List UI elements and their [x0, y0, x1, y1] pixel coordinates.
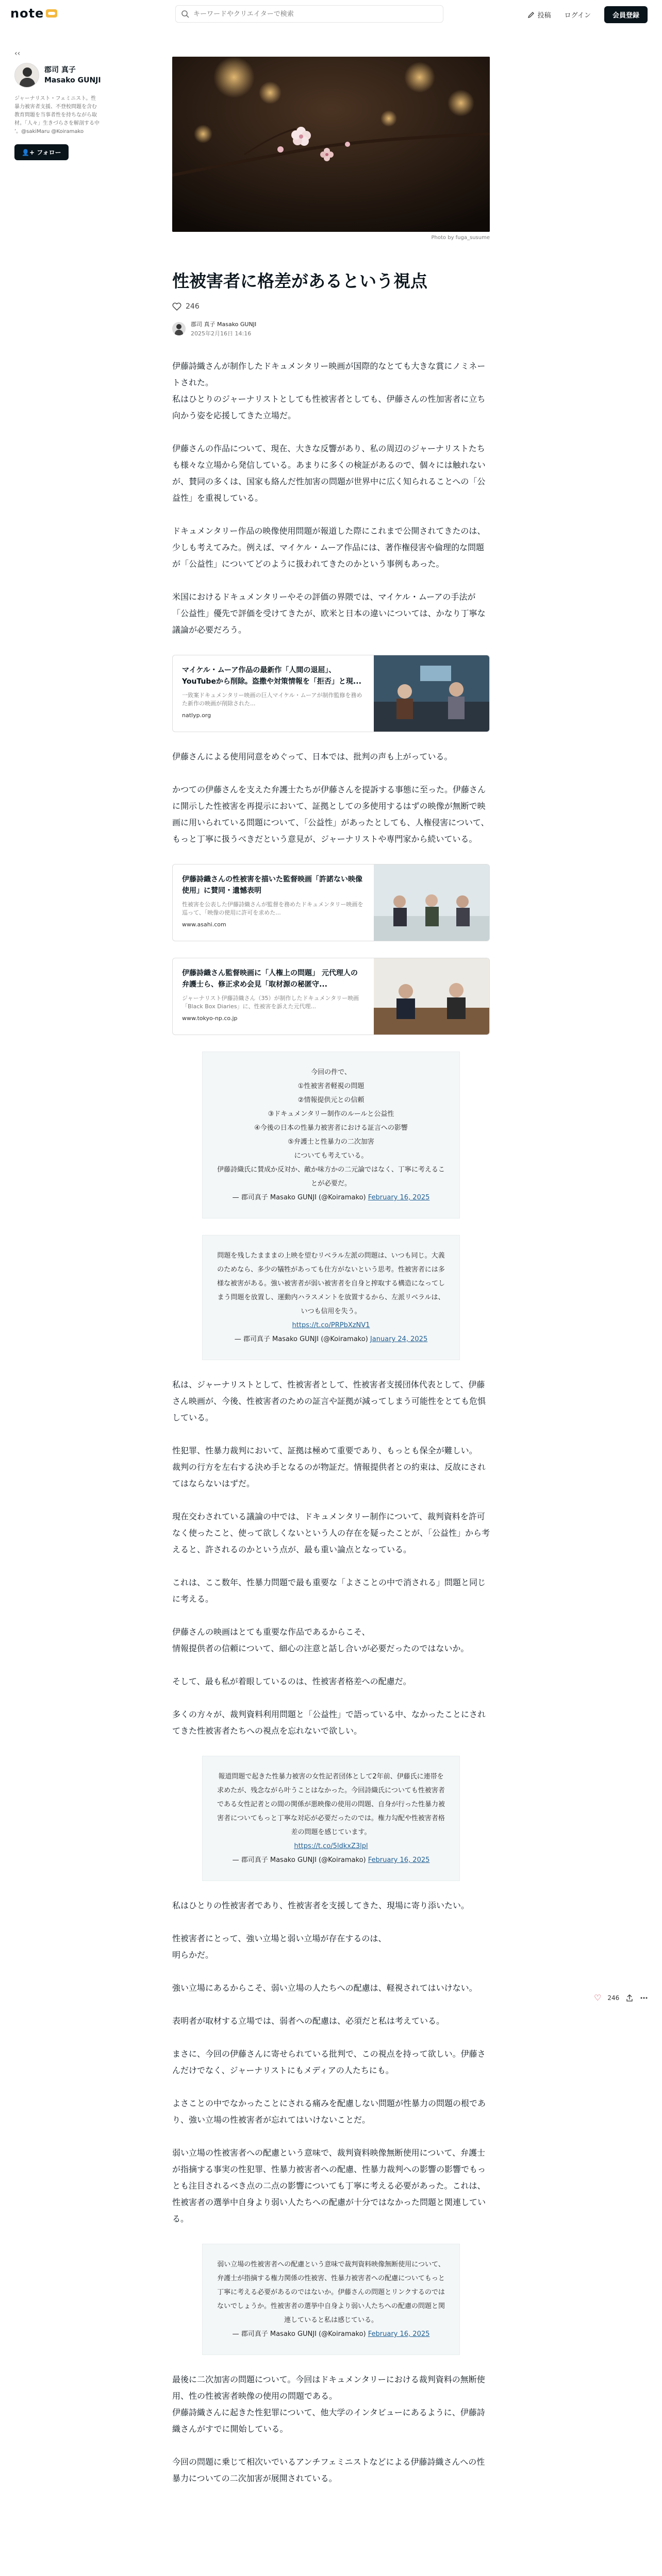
post-label: 投稿: [537, 12, 551, 20]
card-desc: 性被害を公表した伊藤詩織さんが監督を務めたドキュメンタリー映画を巡って、「映像の使用に許可を求めた...: [182, 901, 363, 916]
search-box[interactable]: [175, 5, 443, 23]
article-paragraph: まさに、今回の伊藤さんに寄せられている批判で、この視点を持って欲しい。伊藤さんだけでなく、ジャーナリストにもメディアの人たちにも。: [172, 2049, 486, 2075]
card-thumbnail: [374, 655, 489, 732]
share-icon[interactable]: [625, 1994, 634, 2002]
article-paragraph: よさことの中でなかったことにされる痛みを配慮しない問題が性暴力の問題の根であり、強い立場の性被害者が忘れてはいけないことだ。: [172, 2098, 486, 2125]
follow-button[interactable]: [14, 144, 69, 160]
embedded-tweet-4[interactable]: [202, 2244, 460, 2355]
link-card-natlyp[interactable]: [172, 655, 490, 732]
author-block[interactable]: [14, 63, 118, 88]
tweet-author: — 郡司真子 Masako GUNJI (@Koiramako): [232, 1856, 366, 1864]
card-title: 伊藤詩織さんの性被害を描いた監督映画「許諾ない映像使用」に賛同・遺憾表明: [182, 875, 362, 895]
header-actions: [527, 6, 648, 23]
article-paragraph: これは、ここ数年、性暴力問題で最も重要な「よさことの中で消される」問題と同じに考える。: [172, 1578, 486, 1604]
article-paragraph: 伊藤詩織さんが制作したドキュメンタリー映画が国際的なとても大きな賞にノミネートされた。 私はひとりのジャーナリストとしても性被害者としても、伊藤さんの性加害者に立ち向かう姿を応援してきた立場だ。: [172, 361, 486, 420]
card-desc: 一致案ドキュメンタリー映画の巨人マイケル・ムーアが制作監修を務めた新作の映画が削除された...: [182, 692, 362, 707]
heart-icon[interactable]: ♡: [594, 1993, 602, 2003]
photo-credit[interactable]: Photo by fuga_susume: [431, 235, 490, 241]
card-title: 伊藤詩織さん監督映画に「人権上の問題」 元代理人の弁護士ら、修正求め会見「取材源の秘匿守...: [182, 969, 358, 989]
byline-date: 2025年2月16日 14:16: [191, 330, 252, 337]
card-domain: www.tokyo-np.co.jp: [182, 1015, 238, 1022]
card-domain: natlyp.org: [182, 712, 211, 719]
card-domain: www.asahi.com: [182, 921, 226, 928]
card-thumbnail: [374, 865, 489, 941]
tweet-author: — 郡司真子 Masako GUNJI (@Koiramako): [232, 1194, 366, 1201]
login-link[interactable]: ログイン: [564, 12, 591, 20]
add-user-icon: 👤+: [22, 149, 35, 156]
top-header: [0, 0, 662, 27]
article-paragraph: 性被害者にとって、強い立場と弱い立場が存在するのは、 明らかだ。: [172, 1934, 387, 1960]
article-paragraph: そして、最も私が着眼しているのは、性被害者格差への配慮だ。: [172, 1676, 411, 1686]
like-counter[interactable]: [172, 302, 490, 311]
article-body: [172, 358, 490, 2487]
signup-button[interactable]: 会員登録: [604, 6, 648, 23]
note-logo[interactable]: [10, 6, 57, 21]
tweet-author: — 郡司真子 Masako GUNJI (@Koiramako): [234, 1335, 368, 1343]
tweet-line: ⑤弁護士と性暴力の二次加害: [288, 1138, 374, 1146]
tweet-line: 今回の件で、: [311, 1069, 351, 1076]
tweet-text: 問題を残したまままの上映を望むリベラル左派の問題は、いつも同じ。大義のためなら、多少の犠牲があっても仕方がないという思考。性被害者には多様な被害がある。強い被害者が弱い被害者を自身と搾取する構造になってしまう問題を放置し、運動内ハラスメントを放置するから、左派リベラルは、いつも信用を失う。: [217, 1252, 445, 1315]
tweet-line: についても考えている。: [294, 1152, 368, 1160]
tweet-line: 伊藤詩織氏に賛成か反対か、敵か味方かの二元論ではなく、丁寧に考えることが必要だ。: [217, 1166, 445, 1188]
author-name-en[interactable]: Masako GUNJI: [44, 76, 101, 84]
follow-label: フォロー: [37, 149, 61, 156]
card-thumbnail: [374, 958, 489, 1035]
article-paragraph: 伊藤さんによる使用同意をめぐって、日本では、批判の声も上がっている。: [172, 752, 453, 761]
chevron-left-icon[interactable]: ‹‹: [14, 49, 21, 58]
tweet-date-link[interactable]: January 24, 2025: [370, 1335, 428, 1343]
heart-icon: [172, 302, 181, 311]
card-title: マイケル・ムーア作品の最新作「人間の退屈」、YouTubeから削除。盗撒や対策情報を「拒否」と現...: [182, 666, 361, 686]
tweet-line: ①性被害者軽視の問題: [297, 1082, 365, 1090]
tweet-line: ④今後の日本の性暴力被害者における証言への影響: [254, 1124, 408, 1132]
search-icon: [181, 10, 189, 18]
article-paragraph: かつての伊藤さんを支えた弁護士たちが伊藤さんを提訴する事態に至った。伊藤さんに開示した性被害を再提示において、証拠としての多使用するはずの映像が無断で映画に用いられている問題について、「公益性」があったとしても、人権侵害について、もっと丁寧に扱うべきだという意見が、ジャーナリストや専門家から続いている。: [172, 785, 489, 844]
more-icon[interactable]: [640, 1994, 648, 2002]
tweet-line: ③ドキュメンタリー制作のルールと公益性: [268, 1110, 394, 1118]
post-link[interactable]: [527, 10, 551, 20]
article-paragraph: 私は、ジャーナリストとして、性被害者として、性被害者支援団体代表として、伊藤さん映画が、今後、性被害者のための証言や証拠が減ってしまう可能性をとても危惧している。: [172, 1380, 486, 1422]
tweet-attribution: [216, 1191, 446, 1205]
tweet-text: 報道問題で起きた性暴力被害の女性記者団体として2年前、伊藤氏に連帯を求めたが、残念ながら叶うことはなかった。今回詩織氏についても性被害者である女性記者との間の関係が悪映像の使用の問題、自身が行った性暴力被害者についてもっと丁寧な対応が必要だったのでは。権力勾配や性被害者格差の問題を感じています。: [217, 1773, 445, 1836]
article-paragraph: 弱い立場の性被害者への配慮という意味で、裁判資料映像無断使用について、弁護士が指摘する事実の性犯罪、性暴力被害者への配慮、性暴力裁判への影響の影響でもっとも注目されるべき点の二点の影響についても丁寧に考える必要があった。これは、性被害者の選挙中自身より弱い人たちへの配慮が十分ではなかった問題と関連している。: [172, 2148, 486, 2224]
plum-blossom-photo: [172, 57, 490, 232]
float-like-count: 246: [607, 1994, 620, 2002]
author-name[interactable]: 郡司 真子: [44, 66, 76, 74]
article-title: 性被害者に格差があるという視点: [172, 271, 427, 291]
byline: [172, 320, 490, 337]
article-paragraph: 現在交わされている議論の中では、ドキュメンタリー制作について、裁判資料を許可なく使ったこと、使って欲しくないという人の存在を疑ったことが、「公益性」から考えると、許されるのかという点が、最も重い論点となっている。: [172, 1512, 490, 1554]
tweet-text: 弱い立場の性被害者への配慮という意味で裁判資料映像無断使用について、弁護士が指摘する権力関係の性被害、性暴力被害者への配慮についてもっと丁寧に考える必要があるのではないか。伊藤さんの問題とリンクするのではないでしょうか。性被害者の選挙中自身より弱い人たちへの配慮の問題と関連していると私は感じている。: [217, 2261, 445, 2324]
article-paragraph: 私はひとりの性被害者であり、性被害者を支援してきた、現場に寄り添いたい。: [172, 1901, 470, 1910]
tweet-link[interactable]: https://t.co/PRPbXzNV1: [292, 1321, 370, 1329]
tweet-attribution: [216, 1332, 446, 1346]
embedded-tweet-1[interactable]: [202, 1052, 460, 1218]
tweet-attribution: [216, 2327, 446, 2341]
author-sidebar: [14, 49, 118, 160]
article-paragraph: ドキュメンタリー作品の映像使用問題が報道した際にこれまで公開されてきたのは、少しも考えてみた。例えば、マイケル・ムーア作品には、著作権侵害や倫理的な問題が「公益性」についてどのように扱われてきたのかという事例もあった。: [172, 526, 486, 569]
link-card-asahi[interactable]: [172, 864, 490, 941]
floating-actions: [594, 1993, 648, 2003]
tweet-date-link[interactable]: February 16, 2025: [368, 1194, 430, 1201]
tweet-attribution: [216, 1853, 446, 1867]
hero-image: [172, 57, 490, 232]
article-main: [172, 57, 490, 2503]
tweet-line: ②情報提供元との信頼: [297, 1096, 365, 1104]
article-paragraph: 最後に二次加害の問題について。今回はドキュメンタリーにおける裁判資料の無断使用、性の性被害者映像の使用の問題である。 伊藤詩織さんに起きた性犯罪について、他大学のインタビューにあるように、伊藤詩織さんがすでに開始している。: [172, 2375, 485, 2434]
link-card-tokyo-np[interactable]: [172, 958, 490, 1035]
card-desc: ジャーナリスト伊藤詩織さん（35）が制作したドキュメンタリー映画「Black Box Diaries」に、性被害を訴えた元代理...: [182, 995, 359, 1010]
article-paragraph: 多くの方々が、裁判資料利用問題と「公益性」で語っている中、なかったことにされてきた性被害者たちへの視点を忘れないで欲しい。: [172, 1709, 486, 1736]
byline-author[interactable]: 郡司 真子 Masako GUNJI: [191, 321, 257, 328]
author-avatar[interactable]: [14, 63, 39, 88]
embedded-tweet-3[interactable]: [202, 1756, 460, 1881]
avatar[interactable]: [172, 322, 186, 335]
article-paragraph: 今回の問題に乗じて相次いでいるアンチフェミニストなどによる伊藤詩織さんへの性暴力についての二次加害が展開されている。: [172, 2457, 485, 2483]
tweet-link[interactable]: https://t.co/5ldkxZ3lpl: [294, 1842, 368, 1850]
tweet-author: — 郡司真子 Masako GUNJI (@Koiramako): [232, 2330, 366, 2338]
article-paragraph: 表明者が取材する立場では、弱者への配慮は、必須だと私は考えている。: [172, 2016, 445, 2026]
embedded-tweet-2[interactable]: [202, 1235, 460, 1360]
article-paragraph: 米国におけるドキュメンタリーやその評価の界隈では、マイケル・ムーアの手法が「公益性」優先で評価を受けてきたが、欧米と日本の違いについては、かなり丁寧な議論が必要だろう。: [172, 592, 486, 635]
tweet-date-link[interactable]: February 16, 2025: [368, 2330, 430, 2338]
logo-badge-icon: [46, 9, 57, 18]
tweet-date-link[interactable]: February 16, 2025: [368, 1856, 430, 1864]
article-paragraph: 性犯罪、性暴力裁判において、証拠は極めて重要であり、もっとも保全が難しい。 裁判の行方を左右する決め手となるのが物証だ。情報提供者との約束は、反故にされてはならないはずだ。: [172, 1446, 486, 1488]
like-count: 246: [186, 302, 200, 311]
article-paragraph: 伊藤さんの映画はとても重要な作品であるからこそ、 情報提供者の信頼について、細心の注意と話し合いが必要だったのではないか。: [172, 1627, 469, 1653]
article-paragraph: 伊藤さんの作品について、現在、大きな反響があり、私の周辺のジャーナリストたちも様々な立場から発信している。あまりに多くの検証があるので、個々には触れないが、賛同の多くは、国家も絡んだ性加害の問題が世界中に広く知られることへの「公益性」を重視している。: [172, 444, 486, 503]
author-bio: ジャーナリスト・フェミニスト。性暴力被害者支援、不登校問題を含む教育問題を当事者性を持ちながら取材。「人々」生きづらさを解剖する中ʼ。@sakiMaru @Koiramako: [14, 96, 100, 134]
article-paragraph: 強い立場にあるからこそ、弱い立場の人たちへの配慮は、軽視されてはいけない。: [172, 1983, 477, 1993]
logo-text: note: [10, 6, 44, 21]
pencil-icon: [527, 11, 535, 19]
search-input[interactable]: [193, 10, 431, 18]
